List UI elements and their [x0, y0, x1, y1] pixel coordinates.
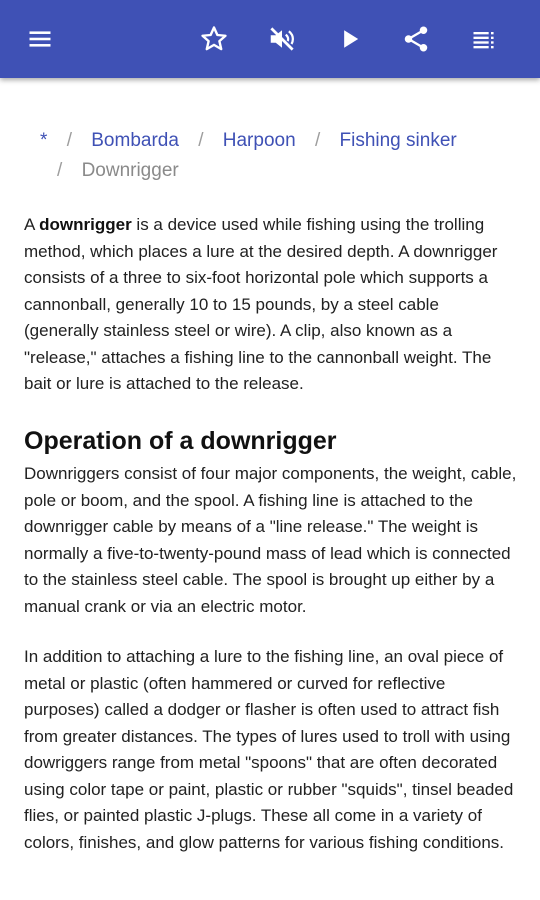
share-icon: [401, 24, 431, 54]
intro-term: downrigger: [39, 215, 132, 234]
play-icon: [336, 25, 364, 53]
volume-off-icon: [267, 24, 297, 54]
intro-rest: is a device used while fishing using the trolling method, which places a lure at the desired depth. A downrigger consists of a three to six-foot horizontal pole which supports a cannonball, generally 10 to 15 pounds, by a steel cable (generally stainless steel or wire). A clip, also known as a "release," attaches a fishing line to the cannonball weight. The bait or lure is attached to the release.: [24, 215, 498, 393]
mute-button[interactable]: [262, 19, 302, 59]
breadcrumb-separator: /: [314, 130, 321, 151]
app-toolbar: [0, 0, 540, 78]
favorite-button[interactable]: [194, 19, 234, 59]
breadcrumb-separator: /: [198, 130, 204, 151]
menu-button[interactable]: [20, 19, 60, 59]
star-icon: [199, 24, 229, 54]
breadcrumb-separator: /: [66, 130, 72, 151]
paragraph-lures: In addition to attaching a lure to the fishing line, an oval piece of metal or plastic (often hammered or curved for reflective purposes) called a dodger or flasher is often used to attract fish from greater distances. The types of lures used to troll with using dowriggers range from metal "spoons" that are often decorated using color tape or paint, plastic or rubber "squids", tinsel beaded flies, or painted plastic J-plugs. These all come in a variety of colors, finishes, and glow patterns for various fishing conditions.: [24, 647, 514, 852]
breadcrumb-item-harpoon[interactable]: Harpoon: [222, 130, 296, 151]
breadcrumb-item-fishing-sinker[interactable]: Fishing sinker: [339, 130, 457, 151]
article-content: [0, 78, 540, 900]
breadcrumb-current: Downrigger: [81, 160, 179, 181]
play-button[interactable]: [330, 19, 370, 59]
paragraph-components: Downriggers consist of four major components, the weight, cable, pole or boom, and the spool. A fishing line is attached to the downrigger cable by means of a "line release." The weight is normally a five-to-twenty-pound mass of lead which is connected to the stainless steel cable. The spool is brought up either by a manual crank or via an electric motor.: [24, 464, 517, 616]
section-heading: Operation of a downrigger: [24, 427, 337, 455]
contents-button[interactable]: [464, 19, 504, 59]
breadcrumb-separator: /: [57, 160, 63, 181]
breadcrumb: [24, 126, 516, 186]
share-button[interactable]: [396, 19, 436, 59]
intro-lead: A: [24, 215, 40, 234]
toc-list-icon: [470, 25, 498, 53]
breadcrumb-item-bombarda[interactable]: Bombarda: [91, 130, 179, 151]
menu-icon: [26, 25, 54, 53]
breadcrumb-home[interactable]: *: [40, 130, 48, 151]
intro-paragraph: [24, 212, 518, 398]
